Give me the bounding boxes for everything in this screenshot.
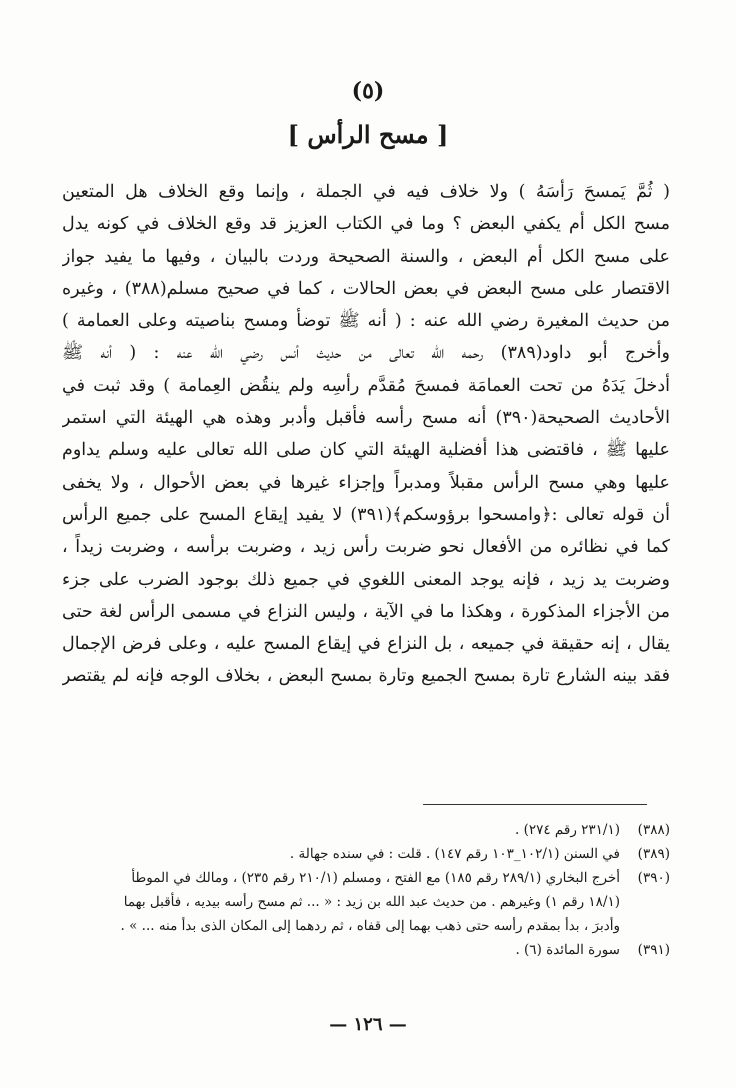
body-line: فقد بينه الشارع تارة بمسح الجميع وتارة بمسح البعض ، بخلاف الوجه فإنه لم يقتصر xyxy=(62,666,670,687)
body-line: من حديث المغيرة رضي الله عنه : ( أنه ﷺ توضأ ومسح بناصيته وعلى العمامة ) xyxy=(62,311,670,332)
footnote-line: وأدبرَ ، بدأ بمقدم رأسه حتى ذهب بهما إلى قفاه ، ثم ردهما إلى المكان الذى بدأ منه ... » . xyxy=(120,918,620,934)
footnote-388 xyxy=(62,818,670,842)
footnote-number: (٣٩١) xyxy=(637,942,670,958)
footnote-text xyxy=(62,818,620,842)
body-line: عليها وهي مسح الرأس مقبلاً ومدبراً وإجزاء غيرها في بعض الأحوال ، ولا يخفى xyxy=(62,472,670,493)
footnote-divider xyxy=(423,804,647,805)
body-line: وضربت يد زيد ، فإنه يوجد المعنى اللغوي في جميع ذلك بوجود الضرب على جزء xyxy=(62,569,670,590)
footnote-line: سورة المائدة (٦) . xyxy=(515,942,620,958)
section-number: (٥) xyxy=(351,78,385,104)
footnote-number: (٣٨٨) xyxy=(637,822,670,838)
page-number: — ١٢٦ — xyxy=(329,1014,407,1035)
body-line: كما في نظائره من الأفعال نحو ضربت رأس زيد ، وضربت برأسه ، وضربت زيداً ، xyxy=(62,537,670,558)
section-title: [ مسح الرأس ] xyxy=(287,120,449,149)
body-line: يقال ، إنه حقيقة في جميعه ، بل النزاع في إيقاع المسح عليه ، وعلى فرض الإجمال xyxy=(62,634,670,655)
footnote-line: (٢٣١/١ رقم ٢٧٤) . xyxy=(514,822,620,838)
body-line: أن قوله تعالى :﴿وامسحوا برؤوسكم﴾(٣٩١) لا يفيد إيقاع المسح على جميع الرأس xyxy=(62,504,670,525)
body-line: من الأجزاء المذكورة ، وهكذا ما في الآية ، وليس النزاع في مسمى الرأس لغة حتى xyxy=(62,601,670,622)
body-line: على مسح الكل أم البعض ، والسنة الصحيحة وردت بالبيان ، وفيها ما يفيد جواز xyxy=(62,246,670,267)
body-line: ( ثُمَّ يَمسحَ رَأسَهُ ) ولا خلاف فيه في الجملة ، وإنما وقع الخلاف هل المتعين xyxy=(62,182,670,202)
footnote-number: (٣٨٩) xyxy=(637,846,670,862)
body-line: أدخلَ يَدَهُ من تحت العمامَة فمسحَ مُقدَّم رأسِه ولم ينقُض العِمامة ) وقد ثبت في xyxy=(62,375,670,396)
body-line: الاقتصار على مسح البعض في بعض الحالات ، كما في صحيح مسلم(٣٨٨) ، وغيره xyxy=(62,278,670,299)
footnote-line: أخرج البخاري (٢٨٩/١ رقم ١٨٥) مع الفتح ، ومسلم (٢١٠/١ رقم ٢٣٥) ، ومالك في الموطأ xyxy=(131,870,620,886)
body-line: مسح الكل أم يكفي البعض ؟ وما في الكتاب العزيز قد وقع الخلاف في كونه يدل xyxy=(62,214,670,235)
footnote-391 xyxy=(62,938,670,962)
body-line: عليها ﷺ ، فاقتضى هذا أفضلية الهيئة التي كان صلى الله تعالى عليه وسلم يداوم xyxy=(62,440,670,461)
footnote-389 xyxy=(62,842,670,866)
footnotes xyxy=(62,818,670,962)
footnote-390 xyxy=(62,866,670,938)
body-line: وأخرج أبو داود(٣٨٩) رحمه الله تعالى من حديث أنس رضي الله عنه : ( أنه ﷺ xyxy=(62,343,670,364)
body-text xyxy=(62,176,670,693)
footnote-text xyxy=(62,842,620,866)
footnote-line: في السنن (١٠٢/١_١٠٣ رقم ١٤٧) . قلت : في سنده جهالة . xyxy=(289,846,620,862)
footnote-text xyxy=(62,866,620,938)
footnote-line: (١٨/١ رقم ١) وغيرهم . من حديث عبد الله بن زيد : « ... ثم مسح رأسه بيديه ، فأقبل بهما xyxy=(123,894,620,910)
footnote-number: (٣٩٠) xyxy=(637,870,670,886)
footnote-text xyxy=(62,938,620,962)
body-line: الأحاديث الصحيحة(٣٩٠) أنه مسح رأسه فأقبل وأدبر وهذه هي الهيئة التي استمر xyxy=(62,408,670,429)
